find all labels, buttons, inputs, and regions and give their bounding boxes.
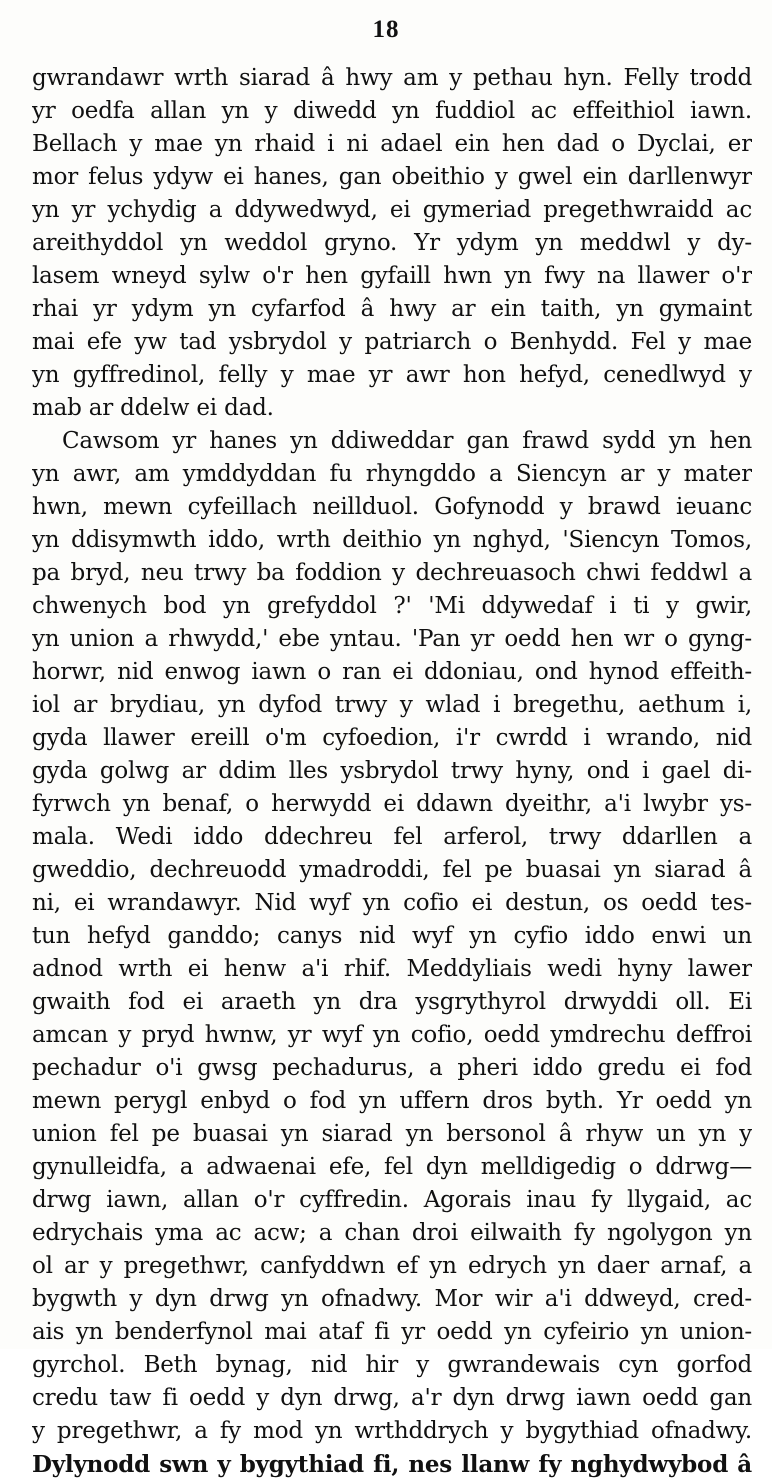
text-line: gyda golwg ar ddim lles ysbrydol trwy hyny, ond i gael di- — [32, 758, 752, 784]
text-line: gyrchol. Beth bynag, nid hir y gwrandewais cyn gorfod — [32, 1352, 752, 1378]
text-line: Dylynodd swn y bygythiad fi, nes llanw fy nghydwybod â — [32, 1451, 752, 1478]
text-line: ol ar y pregethwr, canfyddwn ef yn edrych yn daer arnaf, a — [32, 1253, 752, 1279]
text-line: adnod wrth ei henw a'i rhif. Meddyliais wedi hyny lawer — [32, 956, 752, 982]
text-line: yn gyffredinol, felly y mae yr awr hon hefyd, cenedlwyd y — [32, 362, 752, 388]
text-line: rhai yr ydym yn cyfarfod â hwy ar ein taith, yn gymaint — [32, 296, 752, 322]
text-line: gwrandawr wrth siarad â hwy am y pethau hyn. Felly trodd — [32, 65, 752, 91]
text-line: yn ddisymwth iddo, wrth deithio yn nghyd, 'Siencyn Tomos, — [32, 527, 752, 553]
text-line: gwaith fod ei araeth yn dra ysgrythyrol drwyddi oll. Ei — [32, 989, 752, 1015]
text-line: credu taw fi oedd y dyn drwg, a'r dyn drwg iawn oedd gan — [32, 1385, 752, 1411]
text-line: yn awr, am ymddyddan fu rhyngddo a Siencyn ar y mater — [32, 461, 752, 487]
text-line: chwenych bod yn grefyddol ?' 'Mi ddywedaf i ti y gwir, — [32, 593, 752, 619]
text-line: yn yr ychydig a ddywedwyd, ei gymeriad pregethwraidd ac — [32, 197, 752, 223]
text-line: pechadur o'i gwsg pechadurus, a pheri iddo gredu ei fod — [32, 1055, 752, 1081]
text-line: lasem wneyd sylw o'r hen gyfaill hwn yn fwy na llawer o'r — [32, 263, 752, 289]
text-line: mala. Wedi iddo ddechreu fel arferol, trwy ddarllen a — [32, 824, 752, 850]
text-line: union fel pe buasai yn siarad yn bersonol â rhyw un yn y — [32, 1121, 752, 1147]
text-line: fyrwch yn benaf, o herwydd ei ddawn dyeithr, a'i lwybr ys- — [32, 791, 752, 817]
text-line: y pregethwr, a fy mod yn wrthddrych y bygythiad ofnadwy. — [32, 1418, 752, 1444]
text-line: mewn perygl enbyd o fod yn uffern dros byth. Yr oedd yn — [32, 1088, 752, 1114]
text-line: tun hefyd ganddo; canys nid wyf yn cyfio iddo enwi un — [32, 923, 752, 949]
text-line: bygwth y dyn drwg yn ofnadwy. Mor wir a'i ddweyd, cred- — [32, 1286, 752, 1312]
text-line: yr oedfa allan yn y diwedd yn fuddiol ac effeithiol iawn. — [32, 98, 752, 124]
text-line: edrychais yma ac acw; a chan droi eilwaith fy ngolygon yn — [32, 1220, 752, 1246]
text-line: yn union a rhwydd,' ebe yntau. 'Pan yr oedd hen wr o gyng- — [32, 626, 752, 652]
text-line: mor felus ydyw ei hanes, gan obeithio y gwel ein darllenwyr — [32, 164, 752, 190]
text-line: gyda llawer ereill o'm cyfoedion, i'r cwrdd i wrando, nid — [32, 725, 752, 751]
text-line: hwn, mewn cyfeillach neillduol. Gofynodd y brawd ieuanc — [32, 494, 752, 520]
text-line: Bellach y mae yn rhaid i ni adael ein hen dad o Dyclai, er — [32, 131, 752, 157]
text-line: mab ar ddelw ei dad. — [32, 395, 274, 421]
text-line: horwr, nid enwog iawn o ran ei ddoniau, ond hynod effeith- — [32, 659, 752, 685]
text-line: drwg iawn, allan o'r cyffredin. Agorais inau fy llygaid, ac — [32, 1187, 752, 1213]
text-line: pa bryd, neu trwy ba foddion y dechreuasoch chwi feddwl a — [32, 560, 752, 586]
text-line: gweddio, dechreuodd ymadroddi, fel pe buasai yn siarad â — [32, 857, 752, 883]
body-text — [32, 62, 752, 1481]
text-line: areithyddol yn weddol gryno. Yr ydym yn meddwl y dy- — [32, 230, 752, 256]
text-line: ais yn benderfynol mai ataf fi yr oedd yn cyfeirio yn union- — [32, 1319, 752, 1345]
page-number: 18 — [372, 16, 400, 43]
paragraph-first-line: Cawsom yr hanes yn ddiweddar gan frawd sydd yn hen — [62, 428, 752, 454]
text-line: iol ar brydiau, yn dyfod trwy y wlad i bregethu, aethum i, — [32, 692, 752, 718]
text-line: ni, ei wrandawyr. Nid wyf yn cofio ei destun, os oedd tes- — [32, 890, 752, 916]
text-line: gynulleidfa, a adwaenai efe, fel dyn melldigedig o ddrwg— — [32, 1154, 752, 1180]
text-line: mai efe yw tad ysbrydol y patriarch o Benhydd. Fel y mae — [32, 329, 752, 355]
text-line: amcan y pryd hwnw, yr wyf yn cofio, oedd ymdrechu deffroi — [32, 1022, 752, 1048]
